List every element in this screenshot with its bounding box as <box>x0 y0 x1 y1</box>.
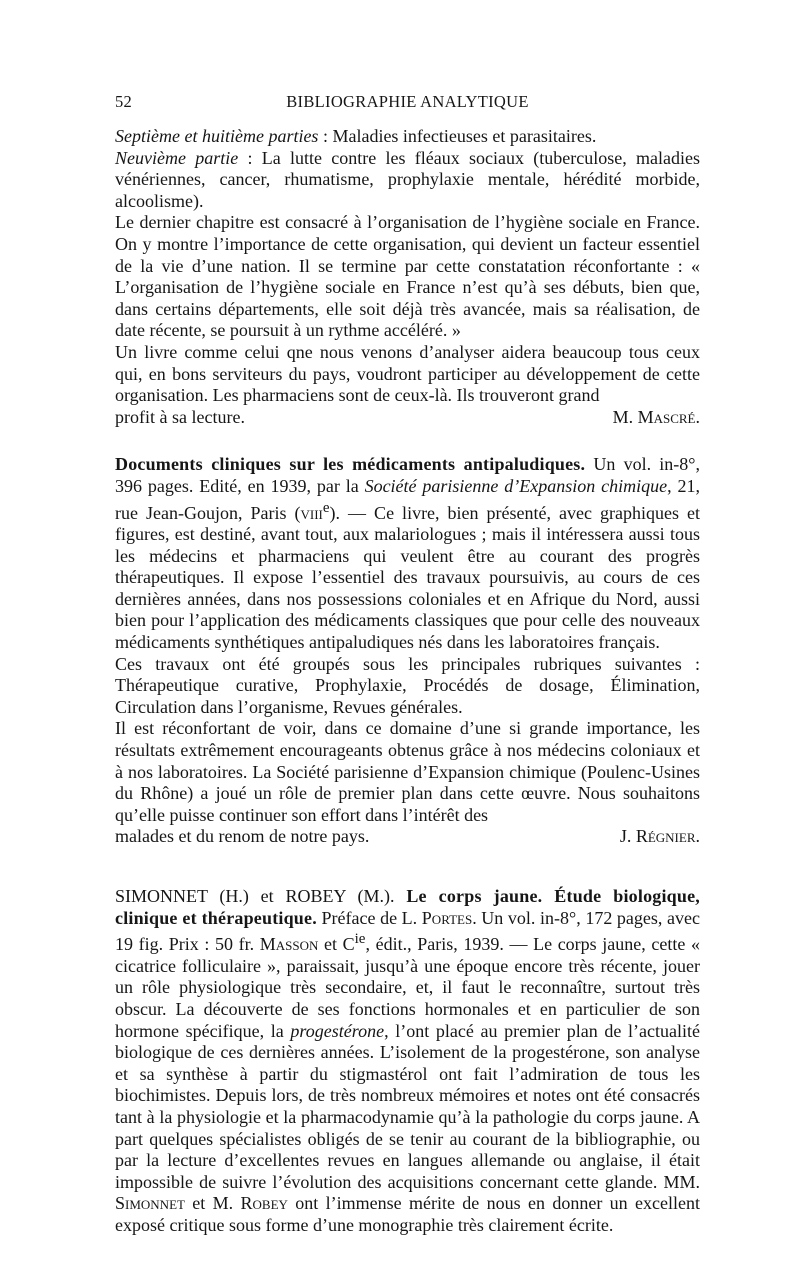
publisher-name: Société parisienne d’Expansion chimique <box>364 475 668 496</box>
part-text: : La lutte contre les fléaux sociaux (tuberculose, maladies vénériennes, cancer, rhumatisme, prophylaxie mentale, hérédité morbide, alcoolisme). <box>115 147 700 211</box>
paragraph <box>115 148 700 213</box>
signature-line <box>115 826 700 848</box>
page-content <box>115 126 700 1237</box>
page-number: 52 <box>115 92 133 111</box>
part-label: Neuvième partie <box>115 147 239 168</box>
part-label: Septième et huitième parties <box>115 126 319 146</box>
arrondissement: viii <box>300 502 323 523</box>
paragraph: Documents cliniques sur les médicaments antipaludiques. Un vol. in-8°, 396 pages. Edité, en 1939, par la Société parisienne d’Expansion chimique, 21, rue Jean-Goujon, Paris (viii$^e$). — Ce livre, bien présenté, avec graphiques et figures, est destiné, avant tout, aux malariologues ; mais il intéressera aussi tous les médecins et pharmaciens qui veulent être au courant des progrès thérapeutiques. Il expose l’essentiel des travaux poursuivis, au cours de ces dernières années, dans nos possessions coloniales et en Afrique du Nord, aussi bien pour l’application des médicaments classiques que pour celle des nouveaux médicaments synthétiques antipaludiques nés dans les laboratoires français. <box>115 454 701 653</box>
part-text: : Maladies infectieuses et parasitaires. <box>318 126 597 146</box>
paragraph: Un livre comme celui qne nous venons d’analyser aidera beaucoup tous ceux qui, en bons serviteurs du pays, voudront participer au développement de cette organisation. Les pharmaciens sont de ceux-là. Ils trouveront grand <box>115 341 700 406</box>
reviewer-signature: J. Régnier. <box>619 826 700 847</box>
publisher-name: Masson <box>259 934 319 955</box>
review-corps-jaune <box>115 886 700 1237</box>
author-name: Robey <box>240 1193 288 1214</box>
reviewer-signature: M. Mascré. <box>612 406 700 427</box>
review-hygiene-sociale <box>115 126 700 428</box>
hormone-name: progestérone <box>290 1020 385 1041</box>
review-title: Documents cliniques sur les médicaments antipaludiques. <box>115 454 586 475</box>
author-name: Simonnet <box>115 1193 185 1214</box>
review-title: Le corps jaune. Étude biologique, clinique et thérapeutique. <box>115 886 700 928</box>
authors: SIMONNET (H.) et ROBEY (M.). <box>115 886 395 906</box>
paragraph-end: malades et du renom de notre pays. <box>115 826 370 847</box>
paragraph: Le dernier chapitre est consacré à l’organisation de l’hygiène sociale en France. On y montre l’importance de cette organisation, qui devient un facteur essentiel de la vie d’une nation. Il se termine par cette constatation réconfortante : « L’organisation de l’hygiène sociale en France n’est qu’à ses débuts, bien que, dans certains départements, elle soit déjà très avancée, mais sa réalisation, de date récente, se poursuit à un rythme accéléré. » <box>115 212 700 341</box>
paragraph <box>115 126 700 148</box>
page-header <box>115 92 700 114</box>
paragraph: SIMONNET (H.) et ROBEY (M.). Le corps jaune. Étude biologique, clinique et thérapeutique. Préface de L. Portes. Un vol. in-8°, 172 pages, avec 19 fig. Prix : 50 fr. Masson et $C^{ie}$, édit., Paris, 1939. — Le corps jaune, cette « cicatrice folliculaire », paraissait, jusqu’à une époque encore très récente, jouer un rôle physiologique très secondaire, et, il faut le reconnaître, surtout très obscur. La découverte de ses fonctions hormonales et en particulier de son hormone spécifique, la progestérone, l’ont placé au premier plan de l’actualité biologique de ces dernières années. L’isolement de la progestérone, son analyse et sa synthèse à partir du stigmastérol ont fait l’admiration de tous les biochimistes. Depuis lors, de très nombreux mémoires et notes ont été consacrés tant à la physiologie et la pharmacodynamie qu’à la pathologie du corps jaune. A part quelques spécialistes obligés de se tenir au courant de la bibliographie, ou par la lecture d’excellentes revues en langues allemande ou anglaise, il était impossible de suivre l’évolution des acquisitions concernant cette glande. MM. Simonnet et M. Robey ont l’immense mérite de nous en donner un excellent exposé critique sous forme d’une monographie très clairement écrite. <box>115 886 700 1235</box>
review-antipaludiques <box>115 454 700 848</box>
signature-line <box>115 407 700 429</box>
paragraph: Il est réconfortant de voir, dans ce domaine d’une si grande importance, les résultats extrêmement encourageants obtenus grâce à nos médecins coloniaux et à nos laboratoires. La Société parisienne d’Expansion chimique (Poulenc-Usines du Rhône) a joué un rôle de premier plan dans cette œuvre. Nous souhaitons qu’elle puisse continuer son effort dans l’intérêt des <box>115 718 700 825</box>
running-title: BIBLIOGRAPHIE ANALYTIQUE <box>286 92 529 111</box>
paragraph: Ces travaux ont été groupés sous les principales rubriques suivantes : Thérapeutique curative, Prophylaxie, Procédés de dosage, Élimination, Circulation dans l’organisme, Revues générales. <box>115 653 700 717</box>
preface-author: Portes <box>421 907 473 928</box>
paragraph-end: profit à sa lecture. <box>115 406 245 427</box>
